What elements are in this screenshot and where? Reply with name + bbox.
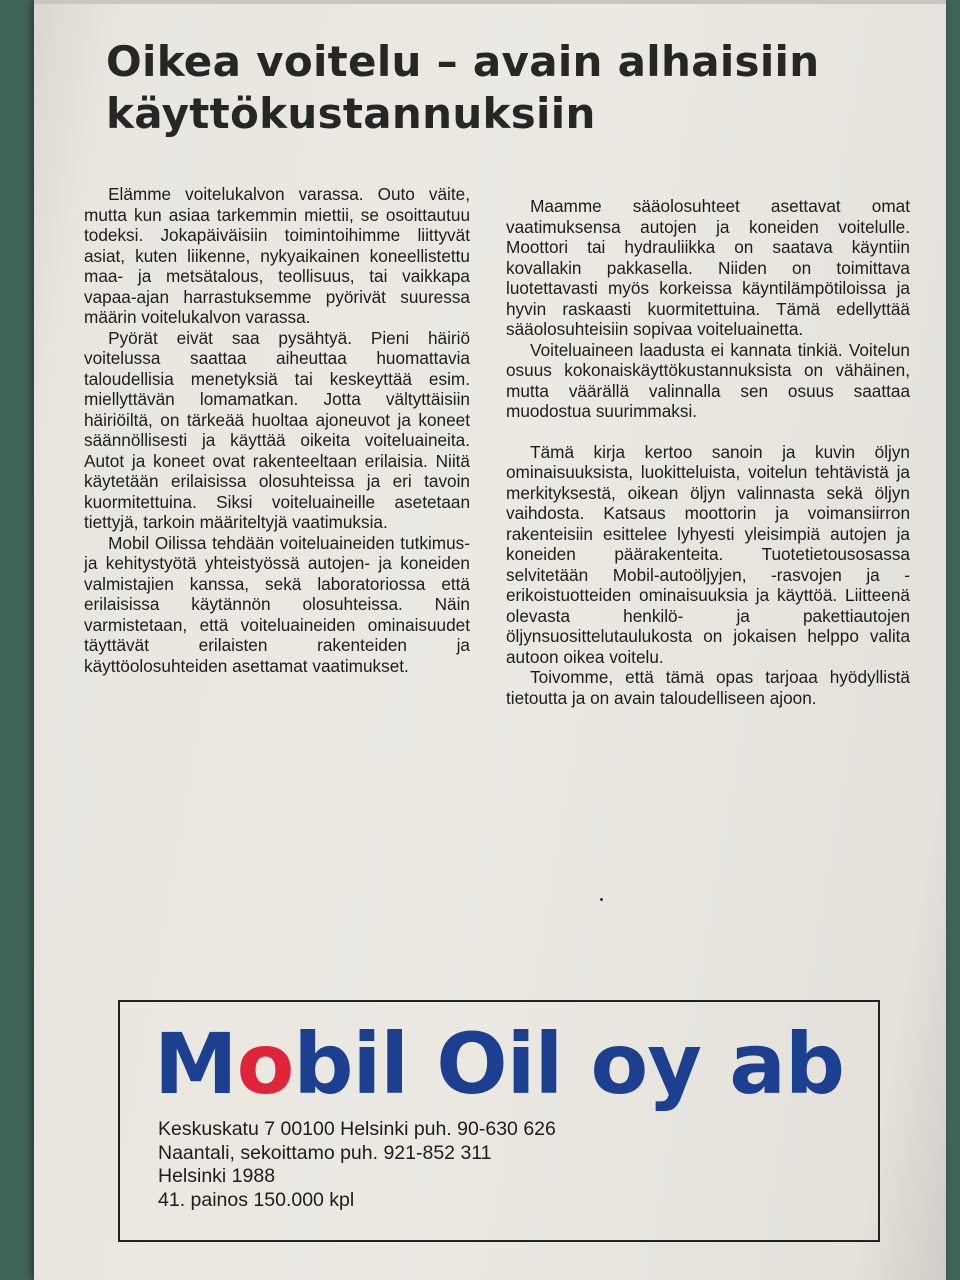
heading-line-1: Oikea voitelu – avain alhaisiin [106, 37, 820, 86]
paragraph: Tämä kirja kertoo sanoin ja kuvin öljyn ominaisuuksista, luokitteluista, voitelun tehtävistä ja merkityksestä, oikean öljyn valinnasta sekä öljyn vaihdosta. Katsaus moottorin ja voimansiirron rakenteisiin esittelee lyhyesti yleisimpiä autojen ja koneiden päärakenteita. Tuotetietousosassa selvitetään Mobil-autoöljyjen, -rasvojen ja -erikoistuotteiden ominaisuuksia ja käyttöä. Liitteenä olevasta henkilö- ja pakettiautojen öljynsuosittelutaulukosta on jokaisen helppo valita autoon oikea voitelu. [506, 441, 910, 667]
paragraph: Elämme voitelukalvon varassa. Outo väite, mutta kun asiaa tarkemmin miettii, se osoittautuu todeksi. Jokapäiväisiin toimintoihimme liittyvät asiat, kuten liikenne, nykyaikainen koneellistettu maa- ja metsätalous, teollisuus, tai vaikkapa vapaa-ajan harrastuksemme pyörivät suuressa määrin voitelukalvon varassa. [84, 184, 470, 327]
logo-red-o: o [236, 1015, 294, 1113]
print-speck [600, 898, 603, 901]
address-line: Keskuskatu 7 00100 Helsinki puh. 90-630 626 [158, 1118, 556, 1140]
logo-letter-m: M [154, 1015, 237, 1113]
paragraph: Toivomme, että tämä opas tarjoaa hyödyllistä tietoutta ja on avain taloudelliseen ajoon. [506, 667, 910, 708]
page-top-edge [34, 0, 946, 4]
paragraph: Maamme sääolosuhteet asettavat omat vaatimuksensa autojen ja koneiden voitelulle. Moottori tai hydrauliikka on saatava käyntiin kovallakin pakkasella. Niiden on toimittava luotettavasti myös korkeissa käyntilämpötiloissa ja hyvin raskaasti kuormitettuina. Tämä edellyttää sääolosuhteisiin sopivaa voiteluainetta. [506, 196, 910, 339]
page-heading [106, 36, 886, 140]
right-text-column [506, 196, 910, 708]
logo-text-rest: bil Oil oy ab [293, 1015, 845, 1113]
paragraph: Pyörät eivät saa pysähtyä. Pieni häiriö voitelussa saattaa aiheuttaa huomattavia taloudellisia menetyksiä tai keskeyttää esim. miellyttävän lomamatkan. Jotta vältyttäisiin häiriöiltä, on tärkeää huoltaa ajoneuvot ja koneet säännöllisesti ja käyttää oikeita voiteluaineita. Autot ja koneet ovat rakenteeltaan erilaisia. Niitä käytetään erilaisissa olosuhteissa ja eri tavoin kuormitettuina. Siksi voiteluaineille asetetaan tiettyjä, tarkoin määriteltyjä vaatimuksia. [84, 327, 470, 532]
publisher-address [158, 1118, 556, 1212]
edition-line: 41. painos 150.000 kpl [158, 1188, 355, 1211]
heading-line-2: käyttökustannuksiin [106, 89, 596, 138]
left-text-column [84, 184, 470, 676]
address-line: Helsinki 1988 [158, 1165, 276, 1187]
document-page [34, 0, 946, 1280]
publisher-box [118, 1000, 880, 1242]
paragraph: Voiteluaineen laadusta ei kannata tinkiä. Voitelun osuus kokonaiskäyttökustannuksista on vähäinen, mutta väärällä valinnalla sen osuus saattaa muodostua suurimmaksi. [506, 339, 910, 421]
address-line: Naantali, sekoittamo puh. 921-852 311 [158, 1141, 492, 1164]
mobil-oil-logo [154, 1014, 844, 1114]
paragraph: Mobil Oilissa tehdään voiteluaineiden tutkimus- ja kehitystyötä yhteistyössä autojen- ja koneiden valmistajien kanssa, sekä laboratoriossa että erilaisissa käytännön olosuhteissa. Näin varmistetaan, että voiteluaineiden ominaisuudet täyttävät erilaisten rakenteiden ja käyttöolosuhteiden asettamat vaatimukset. [84, 532, 470, 676]
